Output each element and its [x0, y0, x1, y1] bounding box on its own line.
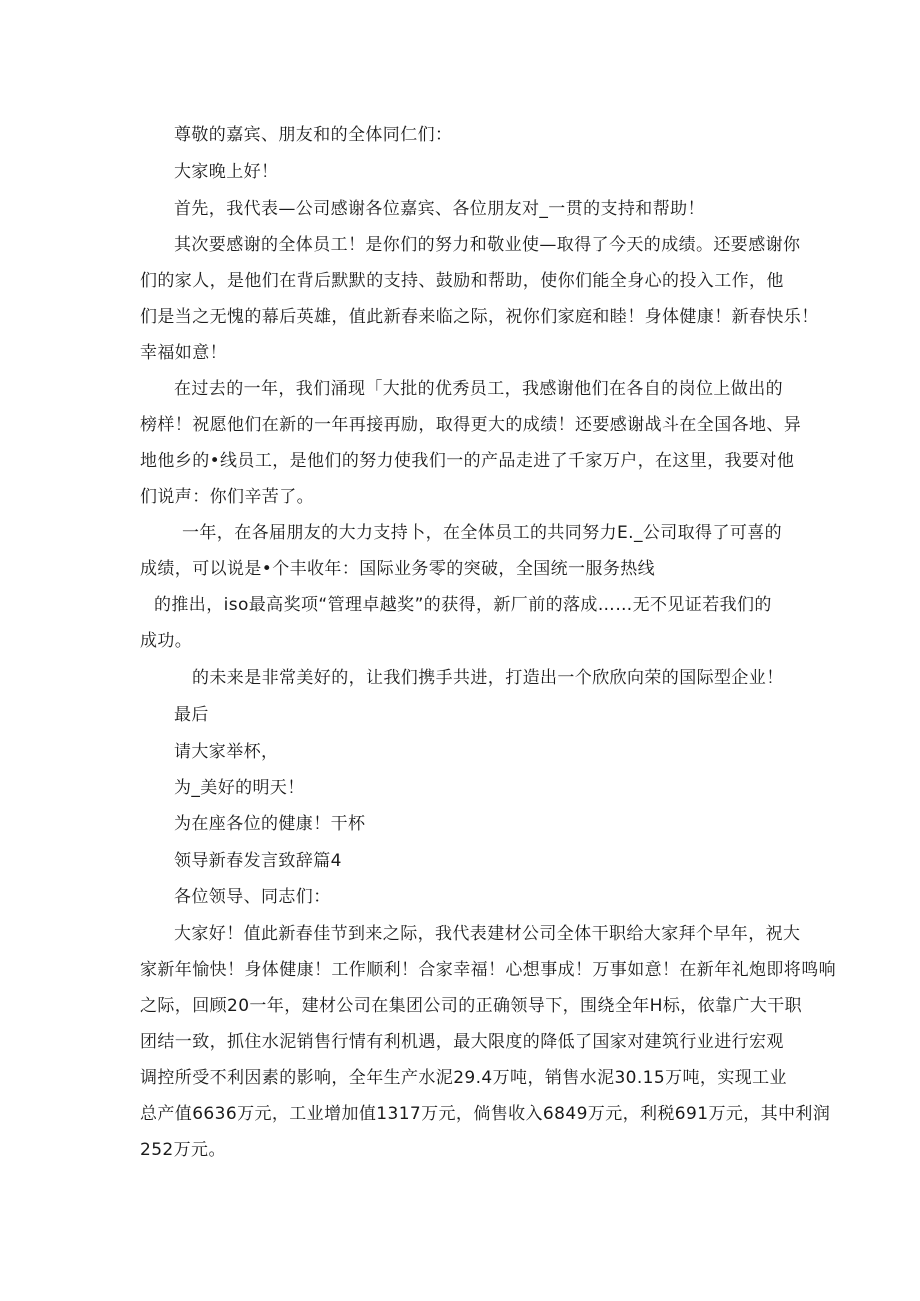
section-heading: 领导新春发言致辞篇4	[174, 851, 342, 871]
text-line: 为在座各位的健康！干杯	[174, 814, 366, 834]
text-line: 总产值6636万元，工业增加值1317万元，倘售收入6849万元，利税691万元，其中利润	[140, 1104, 831, 1124]
text-line: 之际，回顾20一年，建材公司在集团公司的正确领导下，围绕全年H标，依靠广大干职	[140, 996, 803, 1016]
text-line: 们是当之无愧的幕后英雄，值此新春来临之际，祝你们家庭和睦！身体健康！新春快乐！	[140, 307, 819, 327]
text-line: 团结一致，抓住水泥销售行情有利机遇，最大限度的降低了国家对建筑行业进行宏观	[140, 1032, 784, 1052]
text-line: 最后	[174, 705, 209, 725]
text-line: 成绩，可以说是•个丰收年：国际业务零的突破，全国统一服务热线	[140, 559, 656, 579]
text-line: 大家晚上好！	[174, 162, 279, 182]
text-line: 在过去的一年，我们涌现「大批的优秀员工，我感谢他们在各自的岗位上做出的	[174, 379, 783, 399]
text-line: 调控所受不利因素的影响，全年生产水泥29.4万吨，销售水泥30.15万吨，实现工业	[140, 1068, 787, 1088]
text-line: 幸福如意！	[140, 343, 227, 363]
text-line: 的未来是非常美好的，让我们携手共进，打造出一个欣欣向荣的国际型企业！	[192, 668, 784, 688]
text-line: 榜样！祝愿他们在新的一年再接再励，取得更大的成绩！还要感谢战斗在全国各地、异	[140, 415, 802, 435]
text-line: 们的家人，是他们在背后默默的支持、鼓励和帮助，使你们能全身心的投入工作，他	[140, 271, 784, 291]
text-line: 成功。	[140, 631, 193, 651]
text-line: 们说声：你们辛苦了。	[140, 487, 314, 507]
text-line: 一年，在各届朋友的大力支持卜，在全体员工的共同努力E._公司取得了可喜的	[182, 523, 783, 543]
text-line: 的推出，iso最高奖项“管理卓越奖”的获得，新厂前的落成……无不见证若我们的	[154, 595, 772, 615]
text-line: 其次要感谢的全体员工！是你们的努力和敬业使—取得了今天的成绩。还要感谢你	[174, 235, 801, 255]
text-line: 请大家举杯，	[174, 742, 279, 762]
text-line: 为_美好的明天！	[174, 778, 305, 798]
text-line: 各位领导、同志们：	[174, 887, 331, 907]
text-line: 大家好！值此新春佳节到来之际，我代表建材公司全体干职给大家拜个早年，祝大	[174, 924, 801, 944]
text-line: 首先，我代表—公司感谢各位嘉宾、各位朋友对_一贯的支持和帮助！	[174, 199, 705, 219]
text-line: 尊敬的嘉宾、朋友和的全体同仁们：	[174, 125, 453, 145]
text-line: 252万元。	[140, 1140, 226, 1160]
text-line: 地他乡的•线员工，是他们的努力使我们一的产品走进了千家万户，在这里，我要对他	[140, 451, 795, 471]
text-line: 家新年愉快！身体健康！工作顺利！合家幸福！心想事成！万事如意！在新年礼炮即将鸣响	[140, 960, 836, 980]
